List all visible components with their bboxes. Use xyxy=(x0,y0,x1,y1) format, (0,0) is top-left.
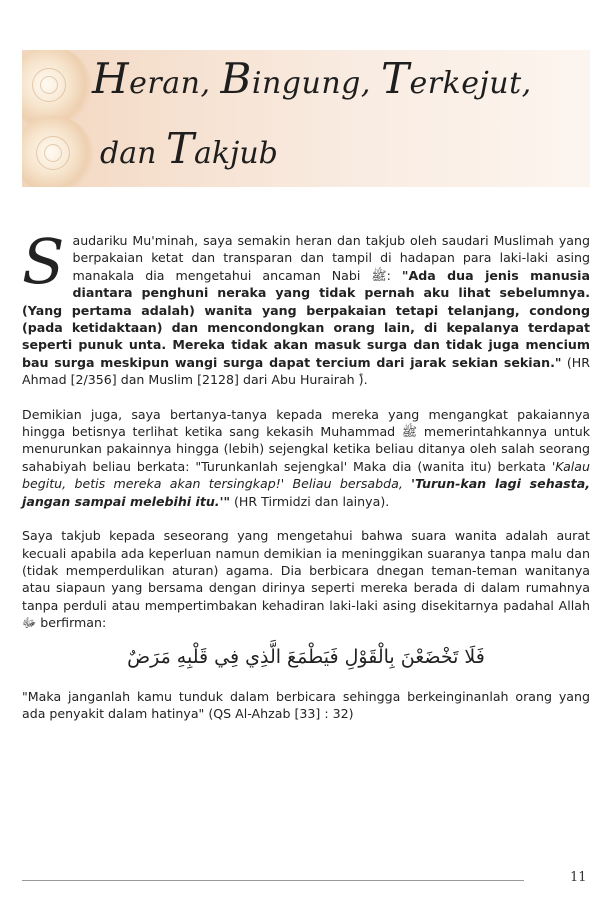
paragraph-3: Saya takjub kepada seseorang yang mengetahui bahwa suara wanita adalah aurat kecuali apabila ada keperluan namun demikian ia meninggikan suaranya tanpa malu dan (tidak memperdulikan aturan) agama. Dia berbicara dnegan teman-teman wanitanya atau siapaun yang bersama dengan dirinya seperti mereka berada di dalam rumahnya tanpa perduli atau mempertimbakan kehadiran laki-laki asing disekitarnya padahal Allah ﷻ berfirman: xyxy=(22,528,590,631)
paragraph-1: Saudariku Mu'minah, saya semakin heran dan takjub oleh saudari Muslimah yang berpakaian ketat dan transparan dan tampil di hadapan para laki-laki asing manakala dia mengetahui ancaman Nabi ﷺ: "Ada dua jenis manusia diantara penghuni neraka yang tidak pernah aku lihat sebelumnya. (Yang pertama adalah) wanita yang berpakaian tetapi telanjang, condong (pada ketidaktaan) dan mencondongkan orang lain, di kepalanya terdapat seperti punuk unta. Mereka tidak akan masuk surga dan tidak juga mencium bau surga meskipun wangi surga dapat tercium dari jarak sekian sekian." (HR Ahmad [2/356] dan Muslim [2128] dari Abu Hurairah ؓ). xyxy=(22,225,590,388)
page-title-line2: dan Takjub xyxy=(100,124,278,173)
paragraph-2: Demikian juga, saya bertanya-tanya kepada mereka yang mengangkat pakaiannya hingga betisnya terlihat ketika sang kekasih Muhammad ﷺ memerintahkannya untuk menurunkan pakainnya hingga (lebih) sejengkal ketika beliau ditanya oleh salah seorang sahabiyah beliau berkata: "Turunkanlah sejengkal' Maka dia (wanita itu) berkata 'Kalau begitu, betis mereka akan tersingkap!' Beliau bersabda, 'Turun-kan lagi sehasta, jangan sampai melebihi itu.'" (HR Tirmidzi dan lainya). xyxy=(22,406,590,509)
page-number: 11 xyxy=(570,870,587,885)
title-banner xyxy=(22,50,590,187)
drop-cap: S xyxy=(22,225,65,298)
paragraph-4: "Maka janganlah kamu tunduk dalam berbicara sehingga berkeinginanlah orang yang ada penyakit dalam hatinya" (QS Al-Ahzab [33] : 32) xyxy=(22,688,590,722)
rose-decoration-bottom xyxy=(22,116,94,187)
article-body xyxy=(22,225,590,740)
page-title-line1: Heran, Bingung, Terkejut, xyxy=(92,54,532,103)
footer-divider xyxy=(22,880,524,881)
arabic-verse: فَلَا تَخْضَعْنَ بِالْقَوْلِ فَيَطْمَعَ الَّذِي فِي قَلْبِهِ مَرَضٌ xyxy=(127,645,485,668)
